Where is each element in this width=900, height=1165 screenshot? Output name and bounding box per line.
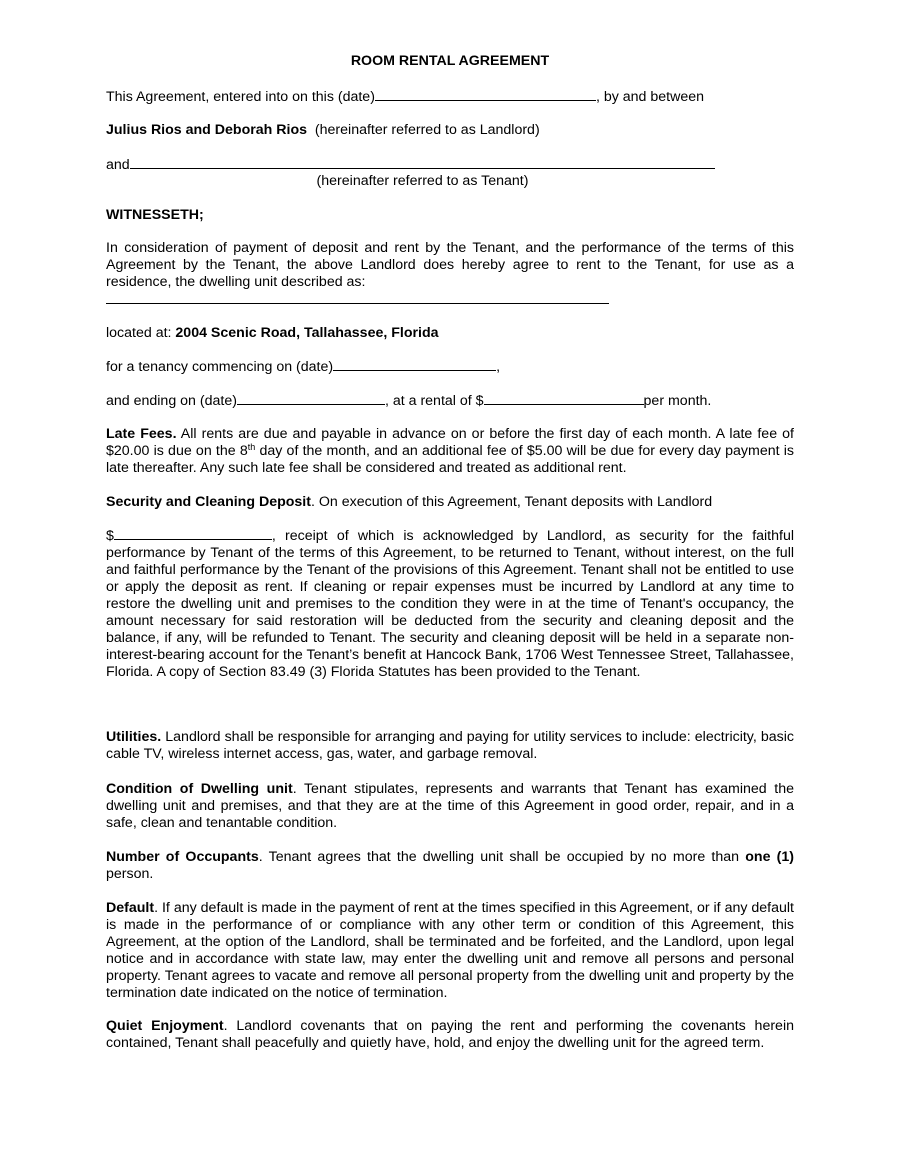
tenancy-start-line: [106, 358, 500, 376]
location-prefix: located at:: [106, 325, 176, 341]
condition-heading: Condition of Dwelling unit: [106, 781, 293, 797]
tenancy-start-prefix: for a tenancy commencing on (date): [106, 359, 334, 375]
occupants-heading: Number of Occupants: [106, 849, 259, 865]
occupants-paragraph: Number of Occupants. Tenant agrees that the dwelling unit shall be occupied by no more than one (1) person.: [106, 849, 795, 882]
default-heading: Default: [106, 900, 155, 916]
location-line: [106, 325, 439, 342]
agreement-date-suffix: , by and between: [595, 89, 704, 105]
tenancy-end-line: [106, 392, 711, 410]
security-paragraph: $ , receipt of which is acknowledged by Landlord, as security for the faithful performance by Tenant of the terms of this Agreement, to be returned to Tenant, without interest, on the full and faithful performance by the Tenant of the provisions of this Agreement. Tenant shall not be entitled to use or apply the deposit as rent. If cleaning or repair expenses must be incurred by Landlord at any time to restore the dwelling unit and premises to the condition they were in at the time of Tenant's occupancy, the amount necessary for said restoration will be deducted from the security and cleaning deposit and the balance, if any, will be refunded to Tenant. The security and cleaning deposit will be held in a separate non-interest-bearing account for the Tenant’s benefit at Hancock Bank, 1706 West Tennessee Street, Tallahassee, Florida. A copy of Section 83.49 (3) Florida Statutes has been provided to the Tenant.: [106, 528, 794, 680]
tenancy-end-prefix: and ending on (date): [106, 393, 237, 409]
landlord-names: Julius Rios and Deborah Rios: [106, 122, 308, 138]
consideration-paragraph: In consideration of payment of deposit and rent by the Tenant, and the performance of the terms of this Agreement by the Tenant, the above Landlord does hereby agree to rent to the Tenant, for use as a residence, the dwelling unit described as:: [106, 240, 794, 290]
agreement-date-prefix: This Agreement, entered into on this (date): [106, 89, 375, 105]
location-address: 2004 Scenic Road, Tallahassee, Florida: [175, 325, 439, 341]
landlord-line: [106, 122, 540, 139]
witnesseth-heading: WITNESSETH;: [106, 207, 204, 223]
condition-paragraph: Condition of Dwelling unit. Tenant stipulates, represents and warrants that Tenant has examined the dwelling unit and premises, and that they are at the time of this Agreement in good order, repair, and in a safe, clean and tenantable condition.: [106, 781, 794, 831]
tenant-line: [106, 156, 715, 174]
tenancy-start-suffix: ,: [496, 359, 501, 375]
rental-amount-field[interactable]: [484, 392, 644, 405]
quiet-enjoyment-paragraph: Quiet Enjoyment. Landlord covenants that on paying the rent and performing the covenants herein contained, Tenant shall peacefully and quietly have, hold, and enjoy the dwelling unit for the agreed term.: [106, 1018, 794, 1051]
tenant-name-field[interactable]: [130, 156, 715, 169]
security-intro-line: Security and Cleaning Deposit. On execution of this Agreement, Tenant deposits with Landlord: [106, 494, 713, 510]
utilities-paragraph: Utilities. Landlord shall be responsible for arranging and paying for utility services to include: electricity, basic cable TV, wireless internet access, gas, water, and garbage removal.: [106, 729, 794, 762]
document-title: ROOM RENTAL AGREEMENT: [350, 53, 550, 69]
rental-prefix: , at a rental of $: [384, 393, 484, 409]
default-paragraph: Default. If any default is made in the payment of rent at the times specified in this Agreement, or if any default is made in the performance of or compliance with any other term or condition of this Agreement, this Agreement, at the option of the Landlord, shall be terminated and be forfeited, and the Landlord, upon legal notice and in accordance with state law, may enter the dwelling unit and remove all persons and personal property. Tenant agrees to vacate and remove all personal property from the dwelling unit and property by the termination date indicated on the notice of termination.: [106, 900, 794, 1001]
rental-suffix: per month.: [643, 393, 712, 409]
agreement-date-line: [106, 88, 704, 106]
security-heading: Security and Cleaning Deposit: [106, 494, 311, 510]
late-fees-heading: Late Fees.: [106, 426, 177, 442]
dwelling-description-field[interactable]: [106, 291, 609, 304]
late-fees-paragraph: Late Fees. All rents are due and payable in advance on or before the first day of each month. A late fee of $20.00 is due on the 8th day of the month, and an additional fee of $5.00 will be due for every day payment is late thereafter. Any such late fee shall be considered and treated as additional rent.: [106, 426, 794, 476]
landlord-note: (hereinafter referred to as Landlord): [314, 122, 540, 138]
agreement-date-field[interactable]: [375, 88, 596, 101]
tenancy-end-date-field[interactable]: [237, 392, 385, 405]
quiet-enjoyment-heading: Quiet Enjoyment: [106, 1018, 224, 1034]
tenant-note: (hereinafter referred to as Tenant): [316, 173, 529, 189]
occupant-count: one (1): [745, 849, 795, 865]
deposit-amount-field[interactable]: [114, 527, 272, 540]
utilities-heading: Utilities.: [106, 729, 162, 745]
tenancy-start-date-field[interactable]: [333, 358, 496, 371]
tenant-prefix: and: [106, 157, 130, 173]
dwelling-description-line: [106, 291, 609, 309]
